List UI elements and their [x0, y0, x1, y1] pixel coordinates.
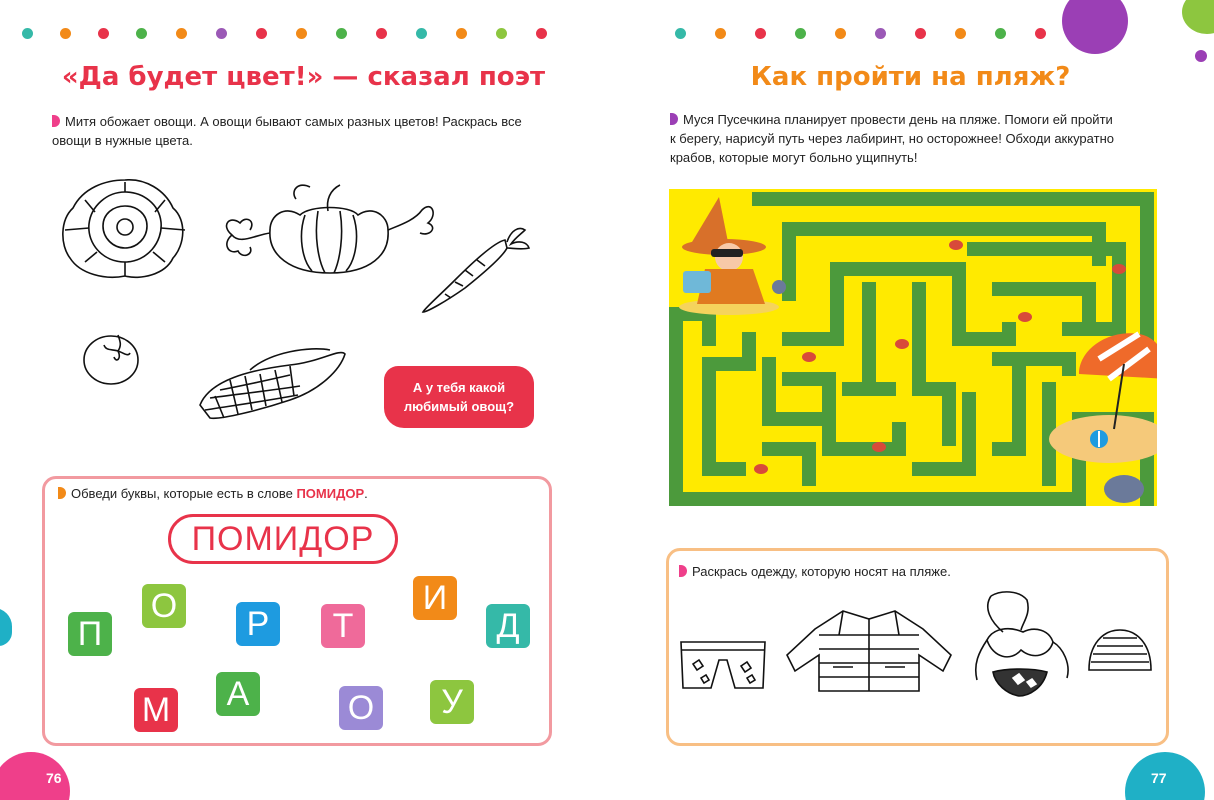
clothes-instruction — [679, 562, 951, 581]
letter-tile[interactable]: П — [68, 612, 112, 656]
carrot-icon[interactable] — [415, 220, 535, 320]
page-title-right: Как пройти на пляж? — [750, 62, 1071, 92]
word-pill: ПОМИДОР — [168, 514, 398, 564]
bullet-icon — [679, 565, 687, 577]
corn-icon[interactable] — [190, 340, 350, 425]
task2-text: Обведи буквы, которые есть в слове — [71, 486, 297, 501]
bullet-icon — [58, 487, 66, 499]
beach-maze[interactable] — [669, 189, 1157, 506]
letter-tile[interactable]: Т — [321, 604, 365, 648]
tomato-icon[interactable] — [78, 323, 148, 388]
maze-text-line2: к берегу, нарисуй путь через лабиринт, но осторожнее! Обходи аккуратно — [670, 131, 1114, 146]
paint-splash-green — [1182, 0, 1214, 34]
pumpkin-icon[interactable] — [210, 175, 445, 290]
letter-tile[interactable]: О — [339, 686, 383, 730]
bullet-icon — [52, 115, 60, 127]
task-text-line1: Митя обожает овощи. А овощи бывают самых разных цветов! Раскрась все — [65, 114, 522, 129]
letter-tile[interactable]: У — [430, 680, 474, 724]
clothes-text: Раскрась одежду, которую носят на пляже. — [692, 564, 951, 579]
maze-text-line1: Муся Пусечкина планирует провести день на пляже. Помоги ей пройти — [683, 112, 1113, 127]
speech-bubble — [384, 366, 534, 428]
letter-tile[interactable]: М — [134, 688, 178, 732]
maze-instruction — [670, 110, 1170, 167]
bubble-text-line2: любимый овощ? — [403, 399, 515, 414]
bubble-text-line1: А у тебя какой — [412, 380, 506, 395]
task-instruction — [52, 112, 542, 150]
swimsuit-icon[interactable] — [963, 588, 1083, 706]
task-text-line2: овощи в нужные цвета. — [52, 133, 193, 148]
shorts-icon[interactable] — [677, 638, 769, 693]
letter-tile[interactable]: Р — [236, 602, 280, 646]
task-instruction-2 — [58, 484, 368, 503]
hat-icon[interactable] — [1085, 626, 1155, 674]
letter-tile[interactable]: И — [413, 576, 457, 620]
paint-splash-purple — [1062, 0, 1128, 54]
page-title: «Да будет цвет!» — сказал поэт — [61, 62, 546, 92]
page-number: 76 — [46, 770, 62, 786]
letter-tile[interactable]: О — [142, 584, 186, 628]
task2-word: ПОМИДОР — [296, 486, 365, 501]
paint-drop — [1195, 50, 1207, 62]
maze-text-line3: крабов, которые могут больно ущипнуть! — [670, 150, 918, 165]
letter-tile[interactable]: Д — [486, 604, 530, 648]
bullet-icon — [670, 113, 678, 125]
letter-tile[interactable]: А — [216, 672, 260, 716]
paint-splash-icon — [0, 608, 12, 646]
jacket-icon[interactable] — [783, 605, 955, 695]
task2-suffix: . — [364, 486, 368, 501]
page-number-right: 77 — [1151, 770, 1167, 786]
cabbage-icon[interactable] — [55, 170, 195, 285]
